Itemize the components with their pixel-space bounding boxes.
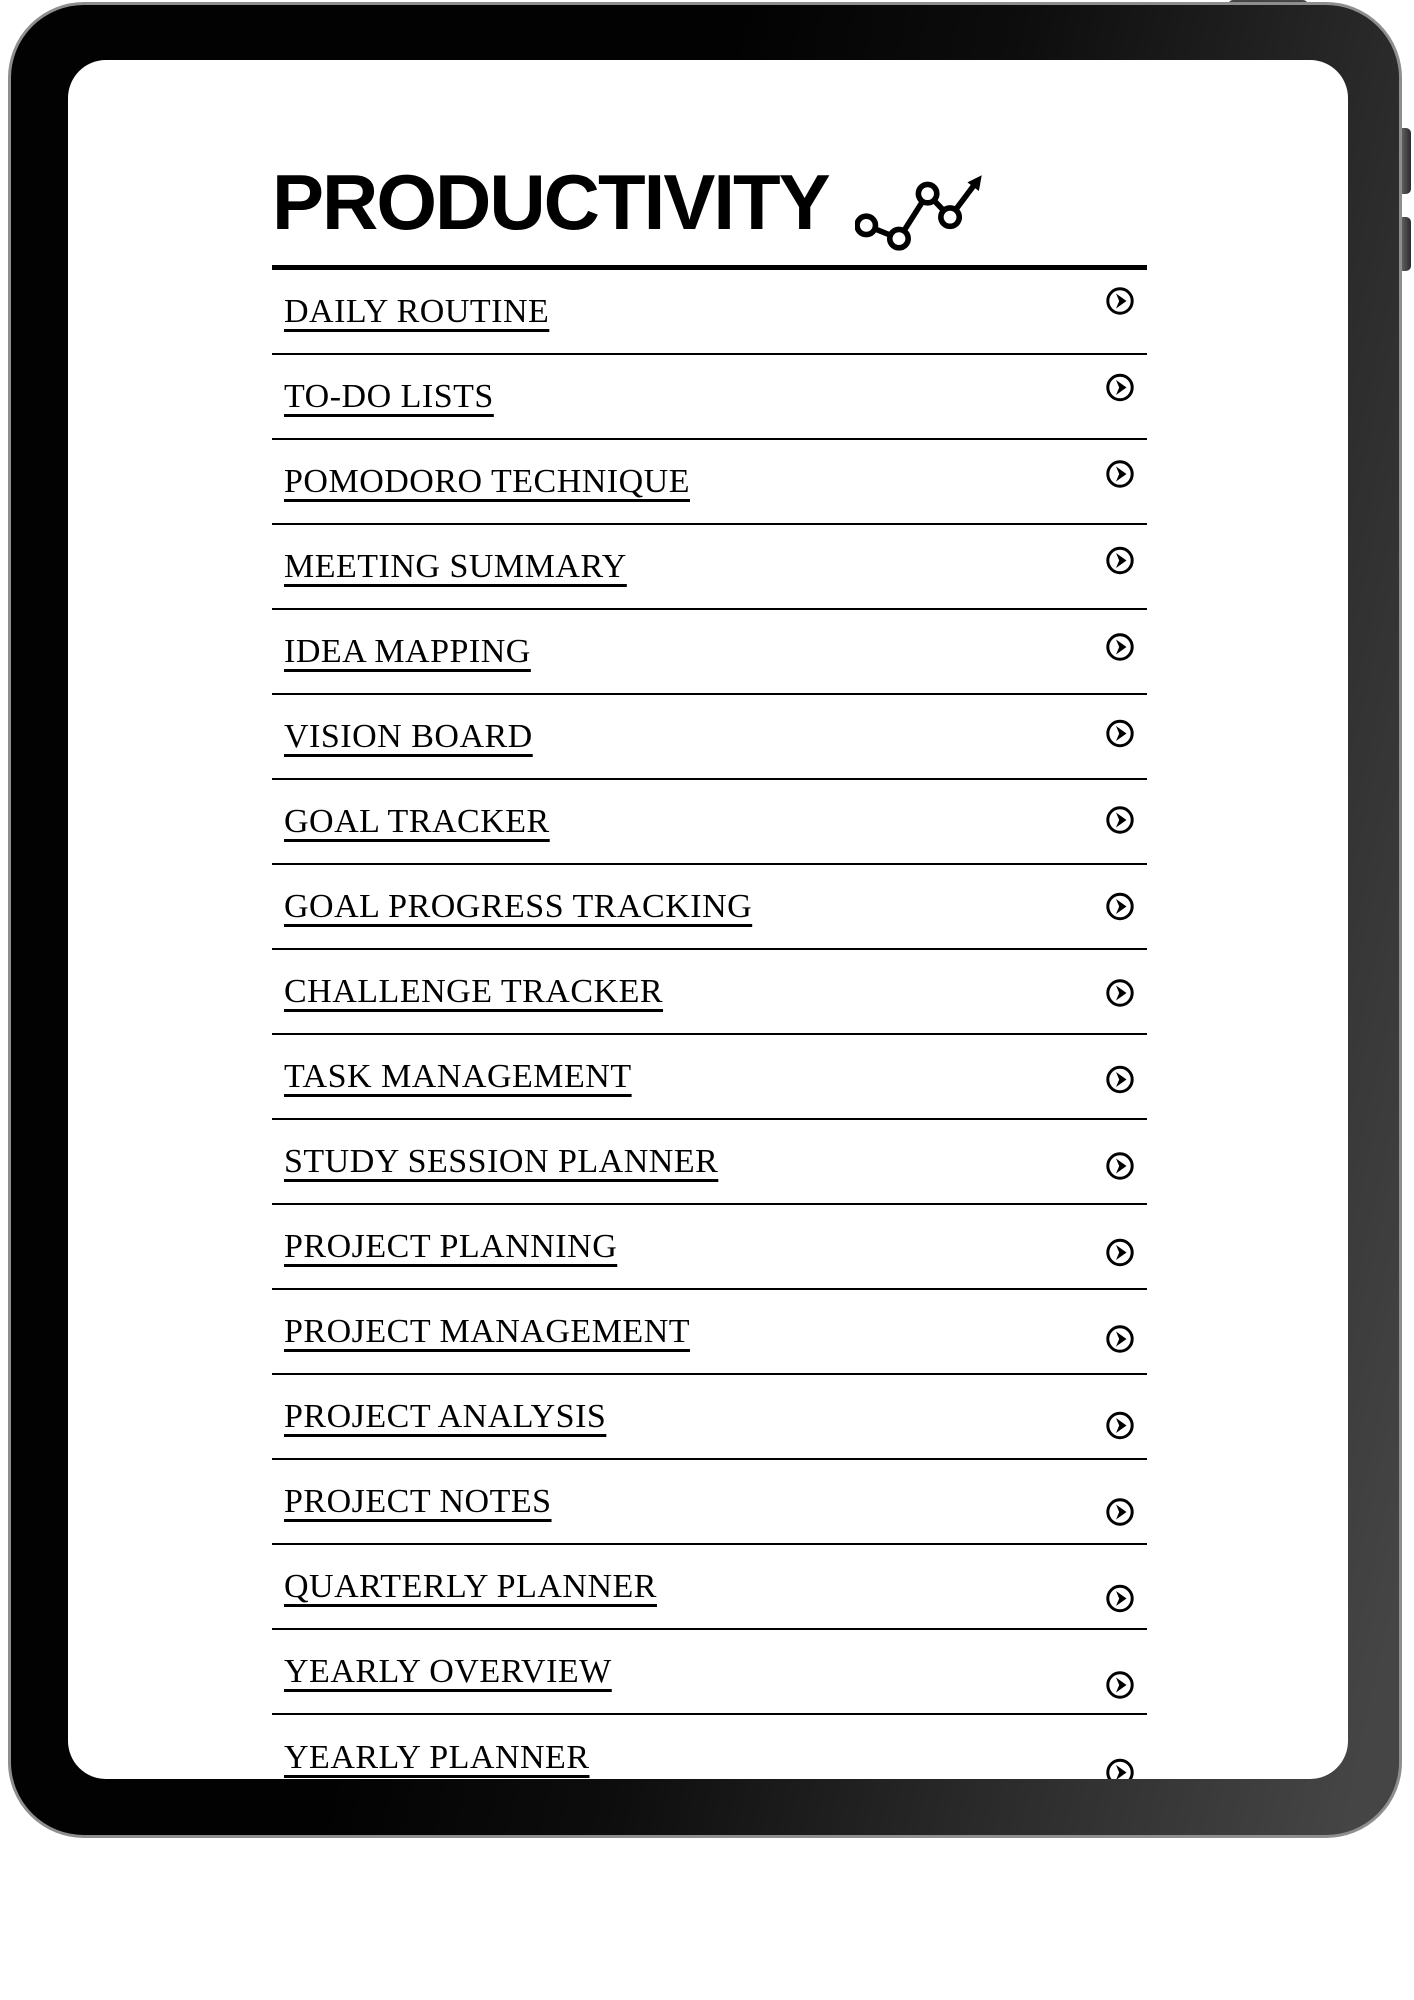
list-row	[272, 1460, 1147, 1545]
list-item-link[interactable]: POMODORO TECHNIQUE	[284, 462, 690, 500]
list-item-link[interactable]: IDEA MAPPING	[284, 632, 531, 670]
list-row	[272, 865, 1147, 950]
circled-arrow-right-icon[interactable]	[1105, 1237, 1135, 1267]
list-item-link[interactable]: QUARTERLY PLANNER	[284, 1567, 657, 1605]
circled-arrow-right-icon[interactable]	[1105, 1583, 1135, 1613]
list-row	[272, 695, 1147, 780]
tablet-screen	[68, 60, 1348, 1779]
circled-arrow-right-icon[interactable]	[1105, 1670, 1135, 1700]
circled-arrow-right-icon[interactable]	[1105, 891, 1135, 921]
page-content	[272, 60, 1147, 1779]
circled-arrow-right-icon[interactable]	[1105, 1151, 1135, 1181]
list-row	[272, 1715, 1147, 1779]
list-item-link[interactable]: PROJECT PLANNING	[284, 1227, 618, 1265]
circled-arrow-right-icon[interactable]	[1105, 459, 1135, 489]
list-item-link[interactable]: GOAL PROGRESS TRACKING	[284, 887, 753, 925]
list-item-link[interactable]: TASK MANAGEMENT	[284, 1057, 632, 1095]
list-row	[272, 1035, 1147, 1120]
circled-arrow-right-icon[interactable]	[1105, 1497, 1135, 1527]
header	[272, 152, 1147, 251]
list-row	[272, 1205, 1147, 1290]
list-row	[272, 1545, 1147, 1630]
page-title: PRODUCTIVITY	[272, 157, 829, 246]
circled-arrow-right-icon[interactable]	[1105, 805, 1135, 835]
list-item-link[interactable]: PROJECT NOTES	[284, 1482, 552, 1520]
trending-line-chart-icon	[855, 162, 993, 261]
list-row	[272, 440, 1147, 525]
circled-arrow-right-icon[interactable]	[1105, 632, 1135, 662]
circled-arrow-right-icon[interactable]	[1105, 372, 1135, 402]
list-row	[272, 270, 1147, 355]
list-row	[272, 610, 1147, 695]
list-item-link[interactable]: CHALLENGE TRACKER	[284, 972, 664, 1010]
list-row	[272, 1375, 1147, 1460]
list-row	[272, 355, 1147, 440]
list-row	[272, 1630, 1147, 1715]
circled-arrow-right-icon[interactable]	[1105, 1410, 1135, 1440]
list-item-link[interactable]: DAILY ROUTINE	[284, 292, 550, 330]
list-item-link[interactable]: PROJECT MANAGEMENT	[284, 1312, 691, 1350]
list-item-link[interactable]: MEETING SUMMARY	[284, 547, 627, 585]
list-row	[272, 950, 1147, 1035]
list-row	[272, 1120, 1147, 1205]
circled-arrow-right-icon[interactable]	[1105, 545, 1135, 575]
list-row	[272, 780, 1147, 865]
list-item-link[interactable]: YEARLY PLANNER	[284, 1738, 590, 1776]
list-item-link[interactable]: GOAL TRACKER	[284, 802, 550, 840]
list-item-link[interactable]: PROJECT ANALYSIS	[284, 1397, 607, 1435]
circled-arrow-right-icon[interactable]	[1105, 1064, 1135, 1094]
index-list	[272, 270, 1147, 1779]
circled-arrow-right-icon[interactable]	[1105, 1324, 1135, 1354]
circled-arrow-right-icon[interactable]	[1105, 978, 1135, 1008]
circled-arrow-right-icon[interactable]	[1105, 1757, 1135, 1779]
list-row	[272, 1290, 1147, 1375]
list-item-link[interactable]: STUDY SESSION PLANNER	[284, 1142, 719, 1180]
circled-arrow-right-icon[interactable]	[1105, 286, 1135, 316]
list-row	[272, 525, 1147, 610]
circled-arrow-right-icon[interactable]	[1105, 718, 1135, 748]
list-item-link[interactable]: VISION BOARD	[284, 717, 533, 755]
list-item-link[interactable]: YEARLY OVERVIEW	[284, 1652, 612, 1690]
list-item-link[interactable]: TO-DO LISTS	[284, 377, 494, 415]
